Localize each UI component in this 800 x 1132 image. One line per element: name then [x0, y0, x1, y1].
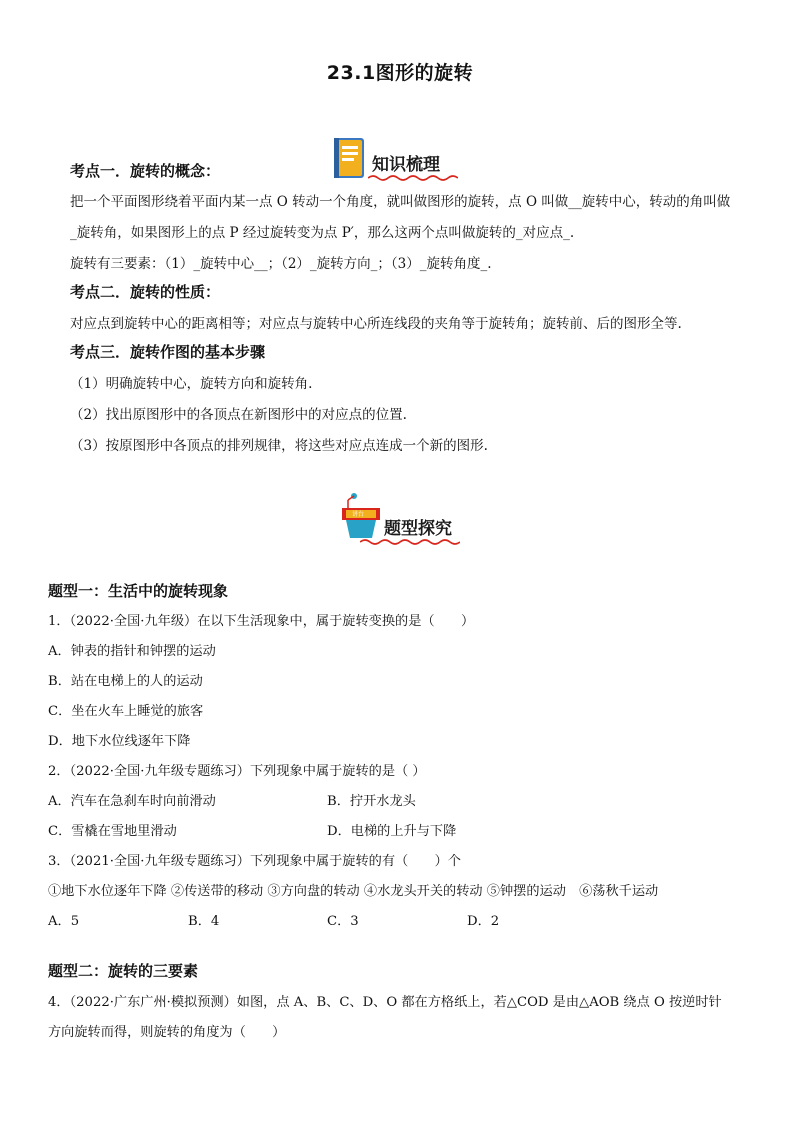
type2-heading: 题型二：旋转的三要素	[48, 962, 199, 980]
book-icon	[332, 136, 368, 180]
q3-option-c: C．3	[327, 914, 359, 929]
knowledge-badge-label: 知识梳理	[372, 155, 440, 175]
section2-line1: 对应点到旋转中心的距离相等；对应点与旋转中心所连线段的夹角等于旋转角；旋转前、后的图形全等.	[70, 316, 682, 332]
q2-option-c: C．雪橇在雪地里滑动	[48, 824, 177, 839]
section3-heading: 考点三．旋转作图的基本步骤	[70, 343, 266, 361]
section1-line2: _旋转角，如果图形上的点 P 经过旋转变为点 P′，那么这两个点叫做旋转的_对应点_.	[70, 225, 575, 241]
section1-heading: 考点一．旋转的概念：	[70, 162, 221, 180]
q2-stem: 2．（2022·全国·九年级专题练习）下列现象中属于旋转的是（ ）	[48, 764, 426, 779]
page-title: 23.1图形的旋转	[326, 62, 474, 84]
section1-line3: 旋转有三要素：（1）_旋转中心__；（2）_旋转方向_；（3）_旋转角度_.	[70, 256, 492, 272]
section3-step3: （3）按原图形中各顶点的排列规律，将这些对应点连成一个新的图形.	[70, 438, 488, 454]
q3-items: ①地下水位逐年下降 ②传送带的移动 ③方向盘的转动 ④水龙头开关的转动 ⑤钟摆的运动 ⑥荡秋千运动	[48, 884, 659, 899]
explore-badge	[340, 488, 470, 548]
type1-heading: 题型一：生活中的旋转现象	[48, 582, 229, 600]
q1-option-c: C．坐在火车上睡觉的旅客	[48, 704, 204, 719]
section3-step2: （2）找出原图形中的各顶点在新图形中的对应点的位置.	[70, 407, 407, 423]
knowledge-badge	[332, 136, 462, 184]
q1-option-d: D．地下水位线逐年下降	[48, 734, 191, 749]
explore-badge-label: 题型探究	[384, 519, 452, 539]
wavy-underline	[360, 538, 460, 546]
q3-option-b: B．4	[188, 914, 220, 929]
section3-step1: （1）明确旋转中心，旋转方向和旋转角.	[70, 376, 313, 392]
q2-option-a: A．汽车在急刹车时向前滑动	[48, 794, 216, 809]
q4-line2: 方向旋转而得，则旋转的角度为（ ）	[48, 1025, 286, 1040]
q1-stem: 1．（2022·全国·九年级）在以下生活现象中，属于旋转变换的是（ ）	[48, 614, 475, 629]
q2-option-b: B．拧开水龙头	[327, 794, 416, 809]
lectern-tag: 讲台	[352, 511, 365, 518]
q2-option-d: D．电梯的上升与下降	[327, 824, 457, 839]
q3-option-d: D．2	[467, 914, 500, 929]
section1-line1: 把一个平面图形绕着平面内某一点 O 转动一个角度，就叫做图形的旋转，点 O 叫做__旋转中心，转动的角叫做	[70, 194, 731, 210]
q1-option-b: B．站在电梯上的人的运动	[48, 674, 203, 689]
section2-heading: 考点二．旋转的性质：	[70, 283, 221, 301]
wavy-underline	[368, 174, 458, 182]
q1-option-a: A．钟表的指针和钟摆的运动	[48, 644, 216, 659]
q4-line1: 4．（2022·广东广州·模拟预测）如图，点 A、B、C、D、O 都在方格纸上，若△COD 是由△AOB 绕点 O 按逆时针	[48, 995, 722, 1010]
q3-option-a: A．5	[48, 914, 80, 929]
q3-stem: 3．（2021·全国·九年级专题练习）下列现象中属于旋转的有（ ）个	[48, 854, 461, 869]
